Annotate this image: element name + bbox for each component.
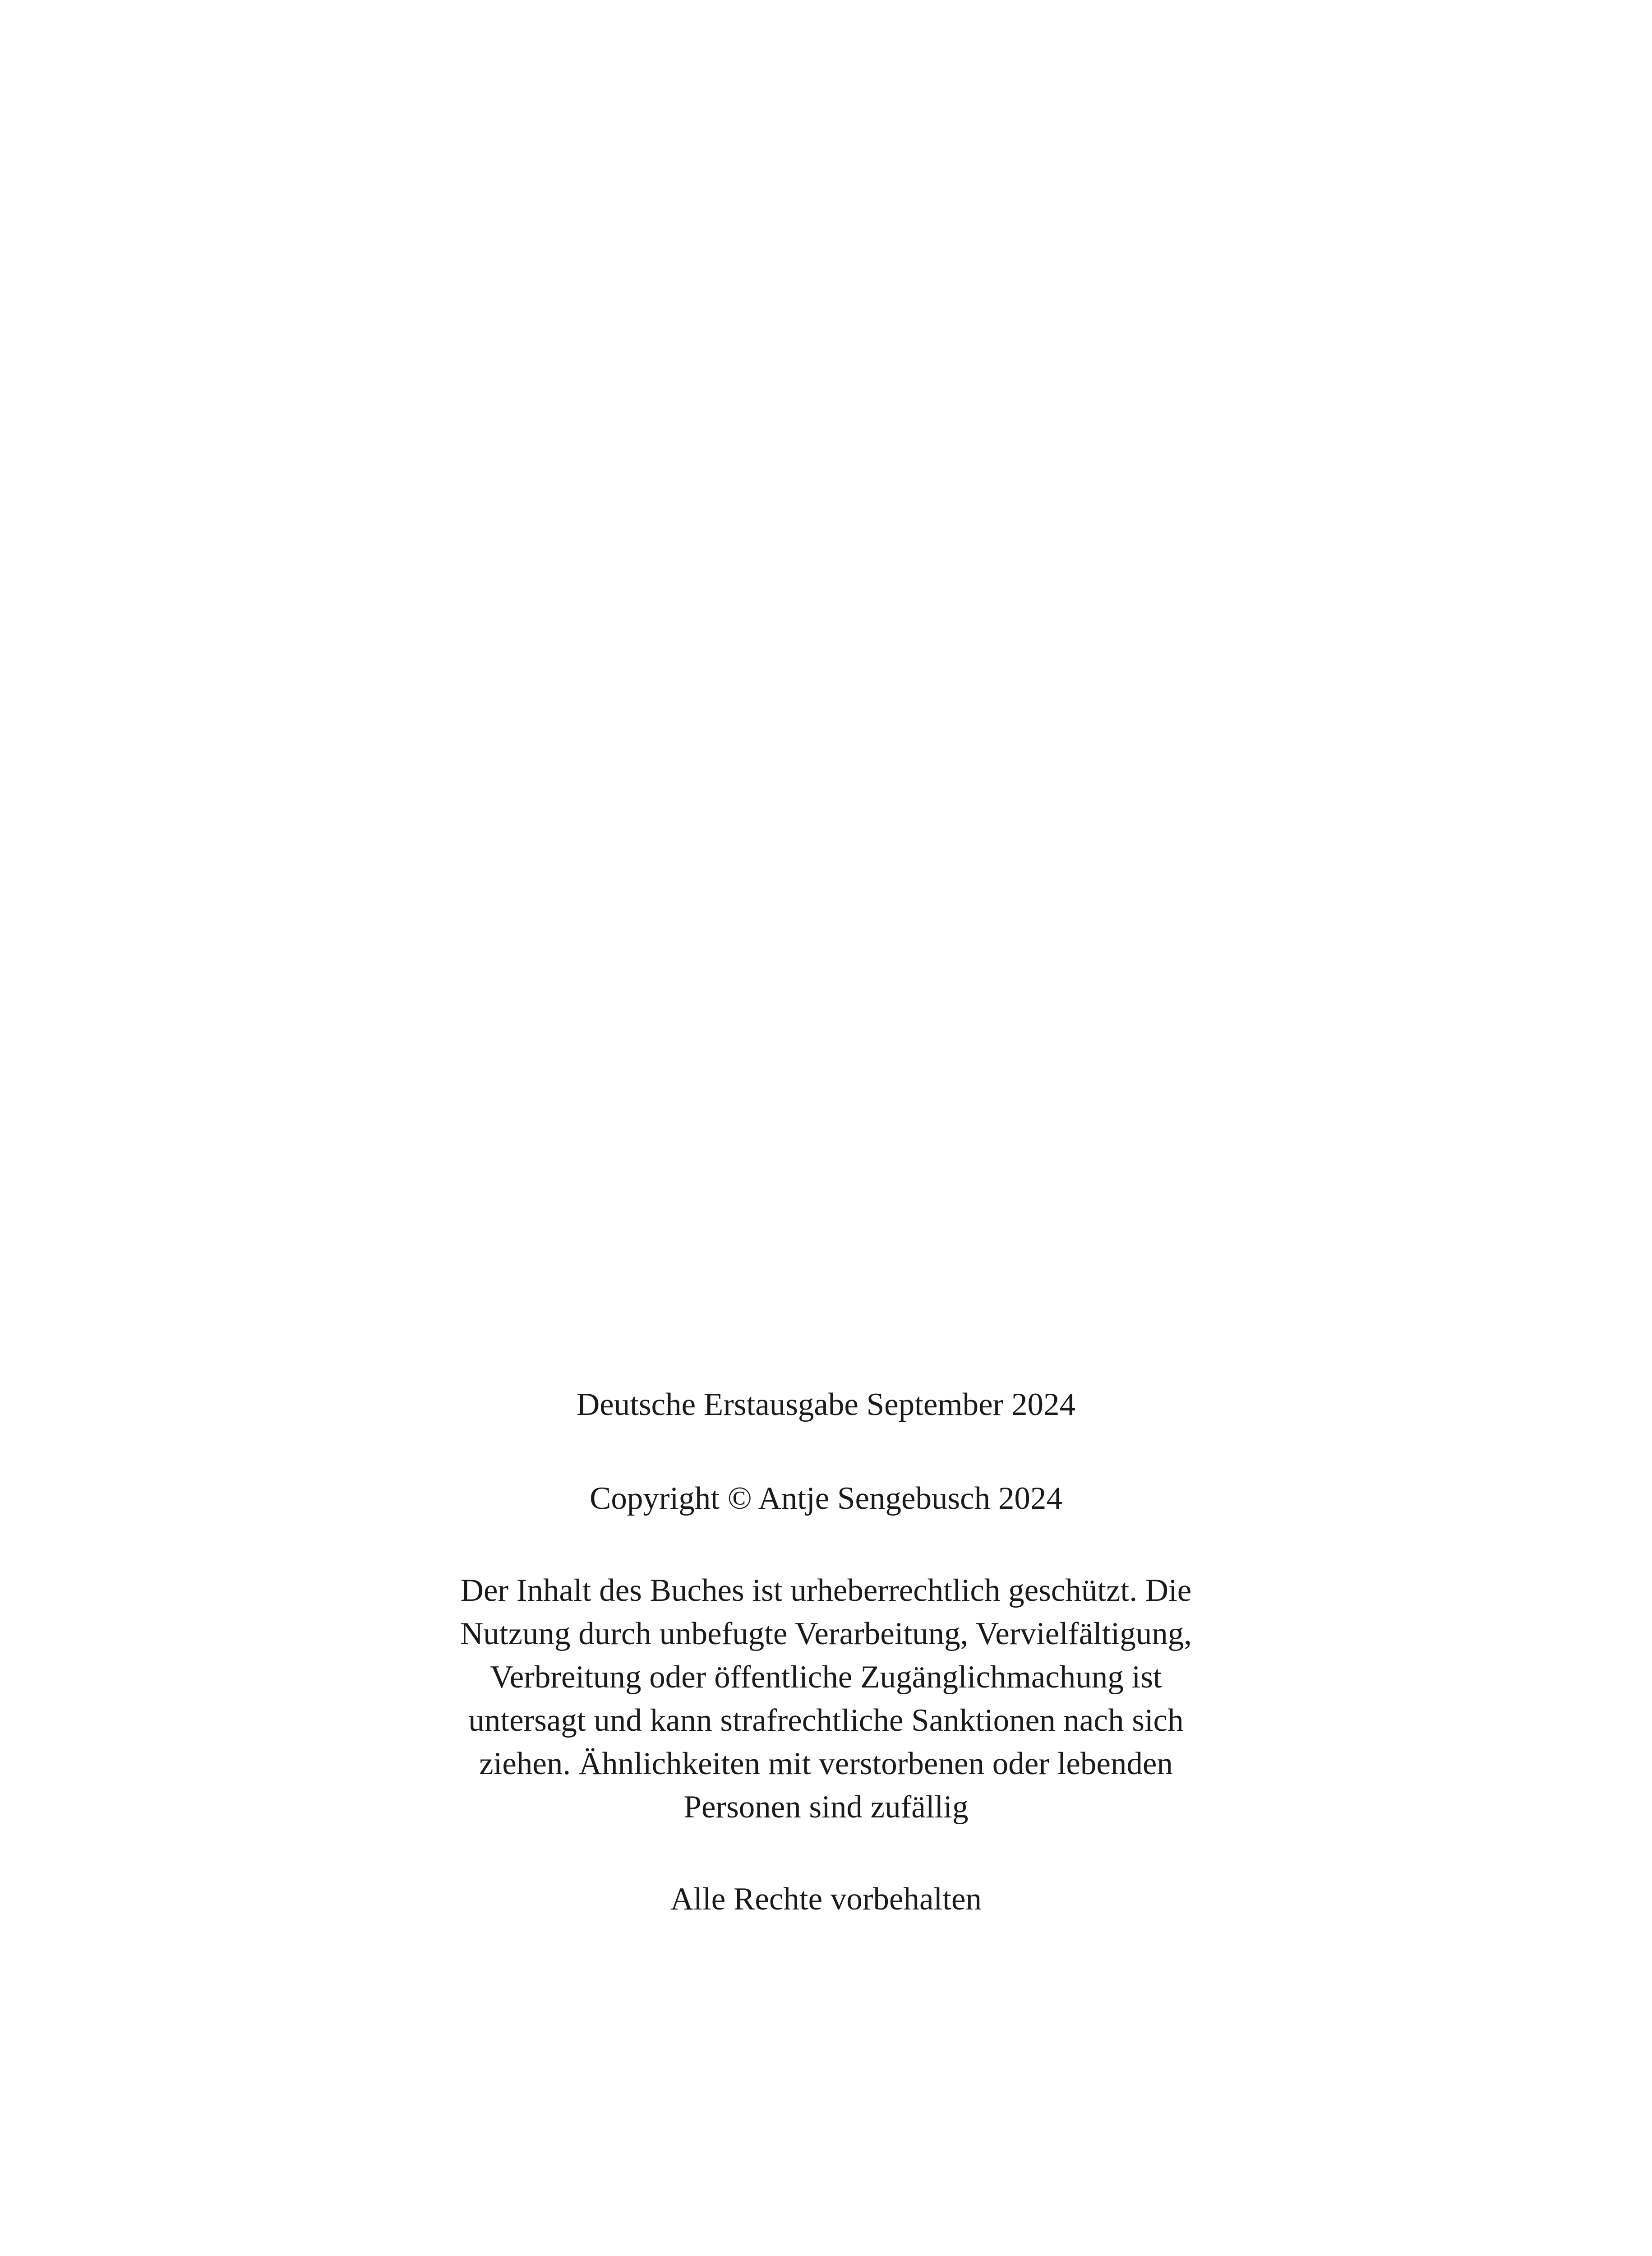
notice-line: untersagt und kann strafrechtliche Sanktionen nach sich [468,1703,1184,1738]
copyright-line: Copyright © Antje Sengebusch 2024 [590,1481,1062,1516]
notice-line: ziehen. Ähnlichkeiten mit verstorbenen oder lebenden [479,1746,1173,1781]
notice-line: Verbreitung oder öffentliche Zugänglichmachung ist [490,1660,1162,1695]
notice-line: Nutzung durch unbefugte Verarbeitung, Vervielfältigung, [460,1616,1192,1651]
edition-line: Deutsche Erstausgabe September 2024 [576,1387,1076,1422]
notice-line: Der Inhalt des Buches ist urheberrechtlich geschützt. Die [460,1573,1192,1608]
imprint-block [0,1383,1652,1921]
notice-line: Personen sind zufällig [683,1789,969,1825]
copyright-notice [0,1569,1652,1829]
rights-line: Alle Rechte vorbehalten [670,1882,982,1917]
